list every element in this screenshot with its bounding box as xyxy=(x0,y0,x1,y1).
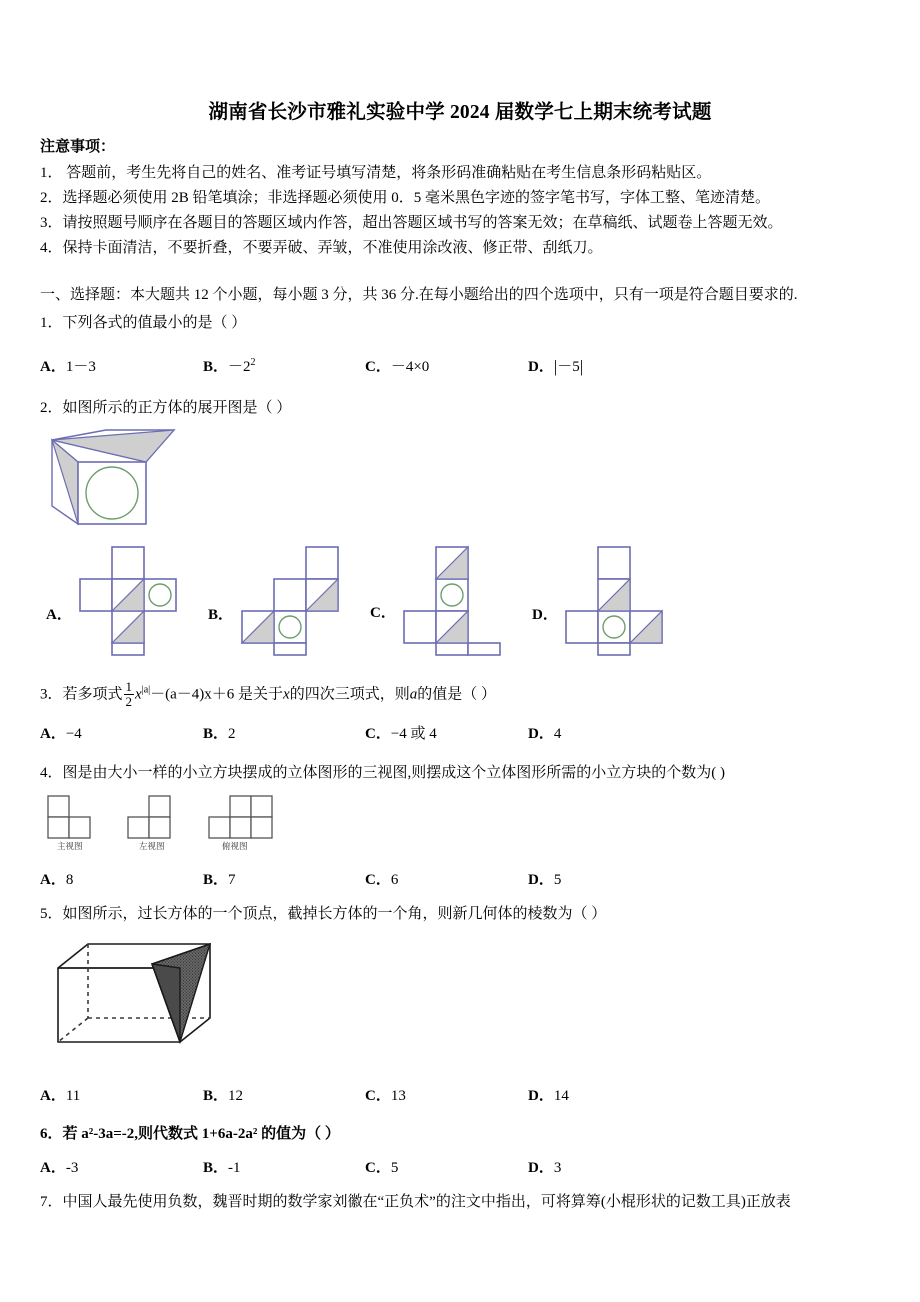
net-c[interactable] xyxy=(402,545,522,657)
option-3-b[interactable] xyxy=(203,722,236,743)
option-5-a[interactable] xyxy=(40,1084,80,1105)
option-text: －2 xyxy=(228,359,251,375)
option-text: 2 xyxy=(228,726,236,742)
option-text: 14 xyxy=(553,1088,569,1104)
fraction-denominator: 2 xyxy=(125,693,133,709)
q3-text-pre: 3．若多项式 xyxy=(40,686,123,703)
option-text: 5 xyxy=(553,872,562,888)
option-1-b[interactable] xyxy=(203,355,256,376)
option-text: －5 xyxy=(557,359,580,375)
notice-item-4: 4．保持卡面清洁，不要折叠，不要弄破、弄皱，不准使用涂改液、修正带、刮纸刀。 xyxy=(40,240,603,256)
net-option-label-a: A． xyxy=(46,607,72,623)
three-view-figure xyxy=(44,792,344,856)
option-1-d[interactable] xyxy=(528,355,583,377)
option-3-c[interactable] xyxy=(365,722,437,743)
option-6-c[interactable] xyxy=(365,1156,398,1177)
net-option-label-c: C． xyxy=(370,605,396,621)
option-label: B． xyxy=(203,726,229,742)
option-text: 7 xyxy=(228,872,236,888)
option-label: B． xyxy=(203,872,229,888)
fraction-numerator: 1 xyxy=(125,679,133,694)
option-label: A． xyxy=(40,872,66,888)
option-1-c[interactable] xyxy=(365,355,429,376)
question-2-stem: 2．如图所示的正方体的展开图是（ ） xyxy=(40,400,292,416)
net-option-label-b: B． xyxy=(208,607,234,623)
option-label: D． xyxy=(528,359,554,375)
option-label: C． xyxy=(365,1088,391,1104)
question-6-stem: 6．若 a²-3a=-2,则代数式 1+6a-2a² 的值为（ ） xyxy=(40,1126,340,1142)
net-d[interactable] xyxy=(564,545,684,657)
question-1-stem: 1．下列各式的值最小的是（ ） xyxy=(40,315,247,331)
option-4-c[interactable] xyxy=(365,868,398,889)
option-label: D． xyxy=(528,1160,554,1176)
option-6-d[interactable] xyxy=(528,1156,561,1177)
option-text: 13 xyxy=(390,1088,406,1104)
exponent: 2 xyxy=(250,357,256,368)
option-text: －4×0 xyxy=(390,359,430,375)
notice-heading: 注意事项： xyxy=(40,139,116,155)
q3-exponent-abs-a: |a| xyxy=(141,684,151,696)
option-4-d[interactable] xyxy=(528,868,561,889)
option-3-d[interactable] xyxy=(528,722,561,743)
option-label: B． xyxy=(203,1088,229,1104)
option-6-a[interactable] xyxy=(40,1156,78,1177)
q3-text-post: 的四次三项式，则 xyxy=(289,686,410,703)
option-5-b[interactable] xyxy=(203,1084,243,1105)
option-text: −4 xyxy=(65,726,82,742)
question-3-options xyxy=(40,722,880,748)
option-text: 5 xyxy=(390,1160,399,1176)
option-label: A． xyxy=(40,359,66,375)
option-label: D． xyxy=(528,872,554,888)
q3-text-tail: 的值是（ ） xyxy=(417,686,496,703)
option-1-a[interactable] xyxy=(40,355,96,376)
page-title: 湖南省长沙市雅礼实验中学 2024 届数学七上期末统考试题 xyxy=(208,102,712,123)
section-heading-choice: 一、选择题：本大题共 12 个小题，每小题 3 分，共 36 分.在每小题给出的四个选项中，只有一项是符合题目要求的. xyxy=(40,287,798,303)
option-label: A． xyxy=(40,1088,66,1104)
option-label: A． xyxy=(40,726,66,742)
option-text: 12 xyxy=(228,1088,244,1104)
abs-bar-left: | xyxy=(553,357,558,376)
option-label: D． xyxy=(528,1088,554,1104)
option-4-b[interactable] xyxy=(203,868,236,889)
q3-a-ref: a xyxy=(409,686,418,703)
option-text: 1－3 xyxy=(65,359,96,375)
option-4-a[interactable] xyxy=(40,868,73,889)
option-label: C． xyxy=(365,1160,391,1176)
notice-item-3: 3．请按照题号顺序在各题目的答题区域内作答，超出答题区域书写的答案无效；在草稿纸、试题卷上答题无效。 xyxy=(40,215,783,231)
question-1-options xyxy=(40,355,880,381)
question-3-stem xyxy=(40,681,496,709)
question-6-options xyxy=(40,1156,880,1182)
option-text: 11 xyxy=(65,1088,81,1104)
option-5-c[interactable] xyxy=(365,1084,406,1105)
net-b[interactable] xyxy=(240,545,360,657)
option-label: A． xyxy=(40,1160,66,1176)
notice-item-2: 2．选择题必须使用 2B 铅笔填涂；非选择题必须使用 0．5 毫米黑色字迹的签字笔书写，字体工整、笔迹清楚。 xyxy=(40,190,771,206)
option-6-b[interactable] xyxy=(203,1156,241,1177)
option-text: -3 xyxy=(65,1160,79,1176)
q3-variable-x: x xyxy=(135,686,142,703)
question-4-options xyxy=(40,868,880,894)
question-5-options xyxy=(40,1084,880,1110)
question-2-net-options xyxy=(40,545,880,657)
view-caption-top: 俯视图 xyxy=(222,841,248,851)
abs-bar-right: | xyxy=(579,357,584,376)
option-text: −4 或 4 xyxy=(390,726,437,742)
view-caption-left: 左视图 xyxy=(139,841,165,851)
view-caption-front: 主视图 xyxy=(57,841,83,851)
option-label: D． xyxy=(528,726,554,742)
q3-text-mid: －(a－4)x＋6 是关于 xyxy=(150,686,284,703)
question-7-stem: 7．中国人最先使用负数，魏晋时期的数学家刘徽在“正负术”的注文中指出，可将算筹(小棍形状的记数工具)正放表 xyxy=(40,1194,791,1210)
option-text: 6 xyxy=(390,872,399,888)
option-text: 3 xyxy=(553,1160,562,1176)
option-label: B． xyxy=(203,1160,229,1176)
option-text: 4 xyxy=(553,726,562,742)
question-5-stem: 5．如图所示，过长方体的一个顶点，截掉长方体的一个角，则新几何体的棱数为（ ） xyxy=(40,906,607,922)
cuboid-cut-corner-figure xyxy=(52,930,237,1070)
option-text: 8 xyxy=(65,872,74,888)
option-label: C． xyxy=(365,872,391,888)
net-option-label-d: D． xyxy=(532,607,558,623)
option-label: C． xyxy=(365,726,391,742)
cube-figure xyxy=(46,424,216,542)
fraction-one-half xyxy=(124,680,135,708)
option-5-d[interactable] xyxy=(528,1084,569,1105)
q3-x-ref: x xyxy=(283,686,290,703)
option-3-a[interactable] xyxy=(40,722,82,743)
notice-item-1: 1． 答题前，考生先将自己的姓名、准考证号填写清楚，将条形码准确粘贴在考生信息条形码粘贴区。 xyxy=(40,165,712,181)
net-a[interactable] xyxy=(78,545,198,657)
option-text: -1 xyxy=(228,1160,241,1176)
option-label: B． xyxy=(203,359,229,375)
question-4-stem: 4．图是由大小一样的小立方块摆成的立体图形的三视图,则摆成这个立体图形所需的小立方块的个数为( ) xyxy=(40,765,725,781)
option-label: C． xyxy=(365,359,391,375)
